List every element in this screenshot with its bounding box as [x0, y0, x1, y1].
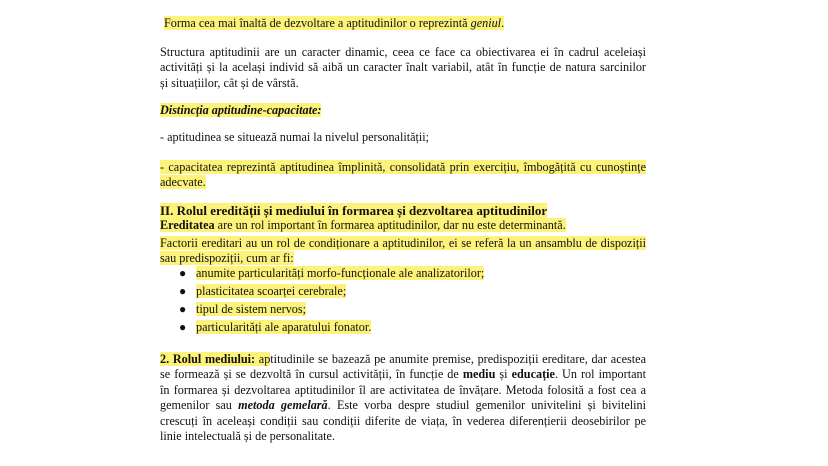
structure-paragraph: Structura aptitudinii are un caracter dinamic, ceea ce face ca obiectivarea ei în cadrul aceleiași activități și la același individ să aibă un caracter înalt variabil, atât în funcție de natura sarcinilor și situațiilor, cât și de vârstă. [160, 45, 646, 90]
bullet-icon: ● [179, 320, 187, 334]
bullet-icon: ● [179, 284, 187, 298]
factors-paragraph: Factorii ereditari au un rol de condiționare a aptitudinilor, ei se referă la un ansamblu de dispoziții sau predispoziții, cum ar fi: [160, 236, 646, 266]
list-item: ● particularități ale aparatului fonator. [179, 320, 372, 334]
genius-term: geniul [470, 16, 502, 30]
list-item: ● tipul de sistem nervos; [179, 302, 307, 316]
bullet-icon: ● [179, 302, 187, 316]
heredity-paragraph: Ereditatea are un rol important în formarea aptitudinilor, dar nu este determinantă. [160, 218, 566, 232]
capacity-definition: - capacitatea reprezintă aptitudinea împlinită, consolidată prin exercițiu, îmbogățită cu cunoștințe adecvate. [160, 160, 646, 190]
bullet-icon: ● [179, 266, 187, 280]
environment-paragraph: 2. Rolul mediului: aptitudinile se bazează pe anumite premise, predispoziții ereditare, dar acestea se formează și se dezvoltă în cursul activității, în funcție de mediu și educație. Un rol important în formarea și dezvoltarea aptitudinilor îl are activitatea de învățare. Metoda folosită a fost cea a gemenilor sau metoda gemelară. Este vorba despre studiul gemenilor univitelini și bivitelini crescuți în aceleași condiții sau condiții diferite de viața, în vederea diferențierii deosebirilor pe linie intelectuală și de personalitate. [160, 352, 646, 444]
list-item: ● plasticitatea scoarței cerebrale; [179, 284, 347, 298]
factors-list [160, 266, 646, 338]
genius-highlight: Forma cea mai înaltă de dezvoltare a aptitudinilor o reprezintă geniul. [164, 16, 505, 30]
list-item: ● anumite particularități morfo-funcționale ale analizatorilor; [179, 266, 485, 280]
genius-paragraph [164, 16, 650, 31]
section-heading: II. Rolul eredității și mediului în formarea și dezvoltarea aptitudinilor [160, 203, 548, 218]
distinction-heading: Distincția aptitudine-capacitate: [160, 103, 322, 117]
aptitude-definition: - aptitudinea se situează numai la nivelul personalității; [160, 130, 430, 144]
